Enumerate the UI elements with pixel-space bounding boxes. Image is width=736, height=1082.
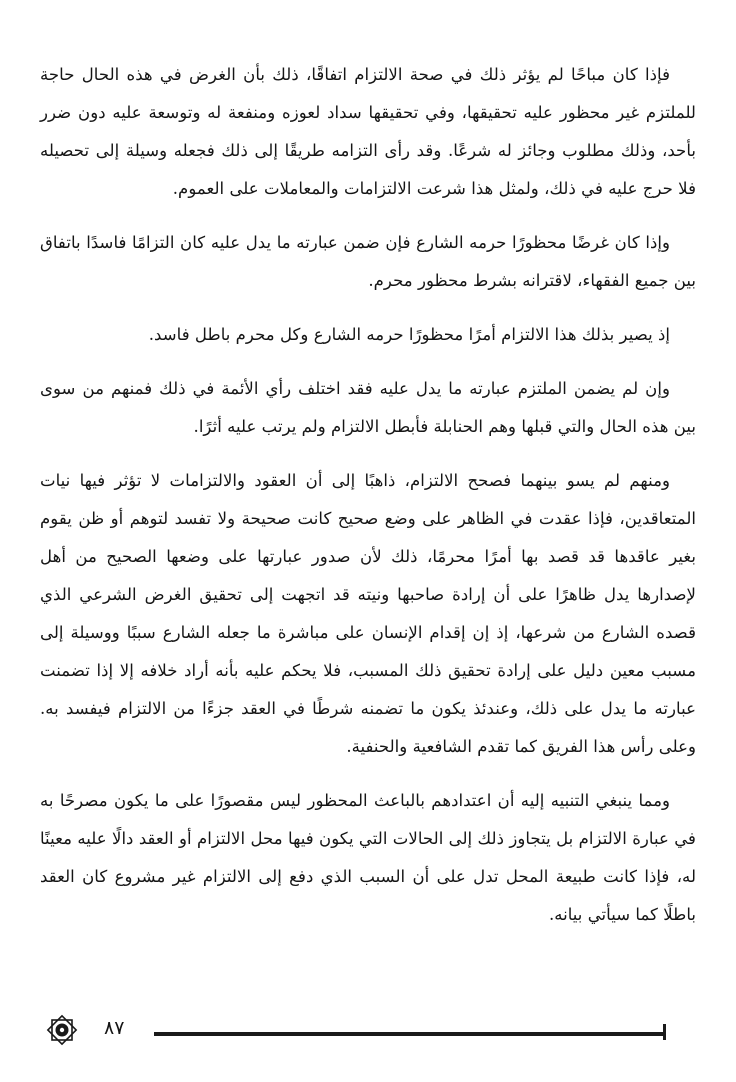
footer-rule-end — [663, 1024, 666, 1040]
paragraph-6: ومما ينبغي التنبيه إليه أن اعتدادهم بالباعث المحظور ليس مقصورًا على ما يكون مصرحًا به في عبارة الالتزام بل يتجاوز ذلك إلى الحالات التي يكون فيها محل الالتزام أو العقد دالًا عليه معينًا له، فإذا كانت طبيعة المحل تدل على أن السبب الذي دفع إلى الالتزام غير مشروع كان العقد باطلًا كما سيأتي بيانه. — [40, 791, 696, 924]
eight-point-star-ornament-icon — [44, 1012, 80, 1048]
footer-rule — [154, 1032, 666, 1036]
paragraph-5: ومنهم لم يسو بينهما فصحح الالتزام، ذاهبًا إلى أن العقود والالتزامات لا تؤثر فيها نيات المتعاقدين، فإذا عقدت في الظاهر على وضع صحيح كانت صحيحة ولا تفسد لتوهم أو ظن يقوم بغير عاقدها قد قصد بها أمرًا محرمًا، ذلك لأن صدور عبارتها على وضعها الصحيح من أهل لإصدارها يدل ظاهرًا على أن إرادة صاحبها ونيته قد اتجهت إلى تحقيق الغرض الشرعي الذي قصده الشارع من شرعها، إذ إن إقدام الإنسان على مباشرة ما جعله الشارع سببًا ووسيلة إلى مسبب معين دليل على إرادة تحقيق ذلك المسبب، فلا يحكم عليه بأنه أراد خلافه إلا إذا تضمنت عبارته ما يدل على ذلك، وعندئذ يكون ما تضمنه شرطًا في العقد جزءًا من الالتزام فيفسد به. وعلى رأس هذا الفريق كما تقدم الشافعية والحنفية. — [40, 471, 696, 756]
paragraph-1: فإذا كان مباحًا لم يؤثر ذلك في صحة الالتزام اتفاقًا، ذلك بأن الغرض في هذه الحال حاجة للملتزم غير محظور عليه تحقيقها، وفي تحقيقها سداد لعوزه ومنفعة له وتوسعة عليه دون ضرر بأحد، وذلك مطلوب وجائز له شرعًا. وقد رأى التزامه طريقًا إلى ذلك فجعله وسيلة إلى تحصيله فلا حرج عليه في ذلك، ولمثل هذا شرعت الالتزامات والمعاملات على العموم. — [40, 65, 696, 198]
paragraph-3: إذ يصير بذلك هذا الالتزام أمرًا محظورًا حرمه الشارع وكل محرم باطل فاسد. — [148, 325, 670, 344]
page-footer — [44, 1010, 666, 1050]
paragraph-2: وإذا كان غرضًا محظورًا حرمه الشارع فإن ضمن عبارته ما يدل عليه كان التزامًا فاسدًا باتفاق بين جميع الفقهاء، لاقترانه بشرط محظور محرم. — [40, 233, 696, 290]
page-number: ٨٧ — [104, 1017, 125, 1039]
body-text — [40, 56, 696, 950]
paragraph-4: وإن لم يضمن الملتزم عبارته ما يدل عليه فقد اختلف رأي الأئمة في ذلك فمنهم من سوى بين هذه الحال والتي قبلها وهم الحنابلة فأبطل الالتزام ولم يرتب عليه أثرًا. — [40, 379, 696, 436]
